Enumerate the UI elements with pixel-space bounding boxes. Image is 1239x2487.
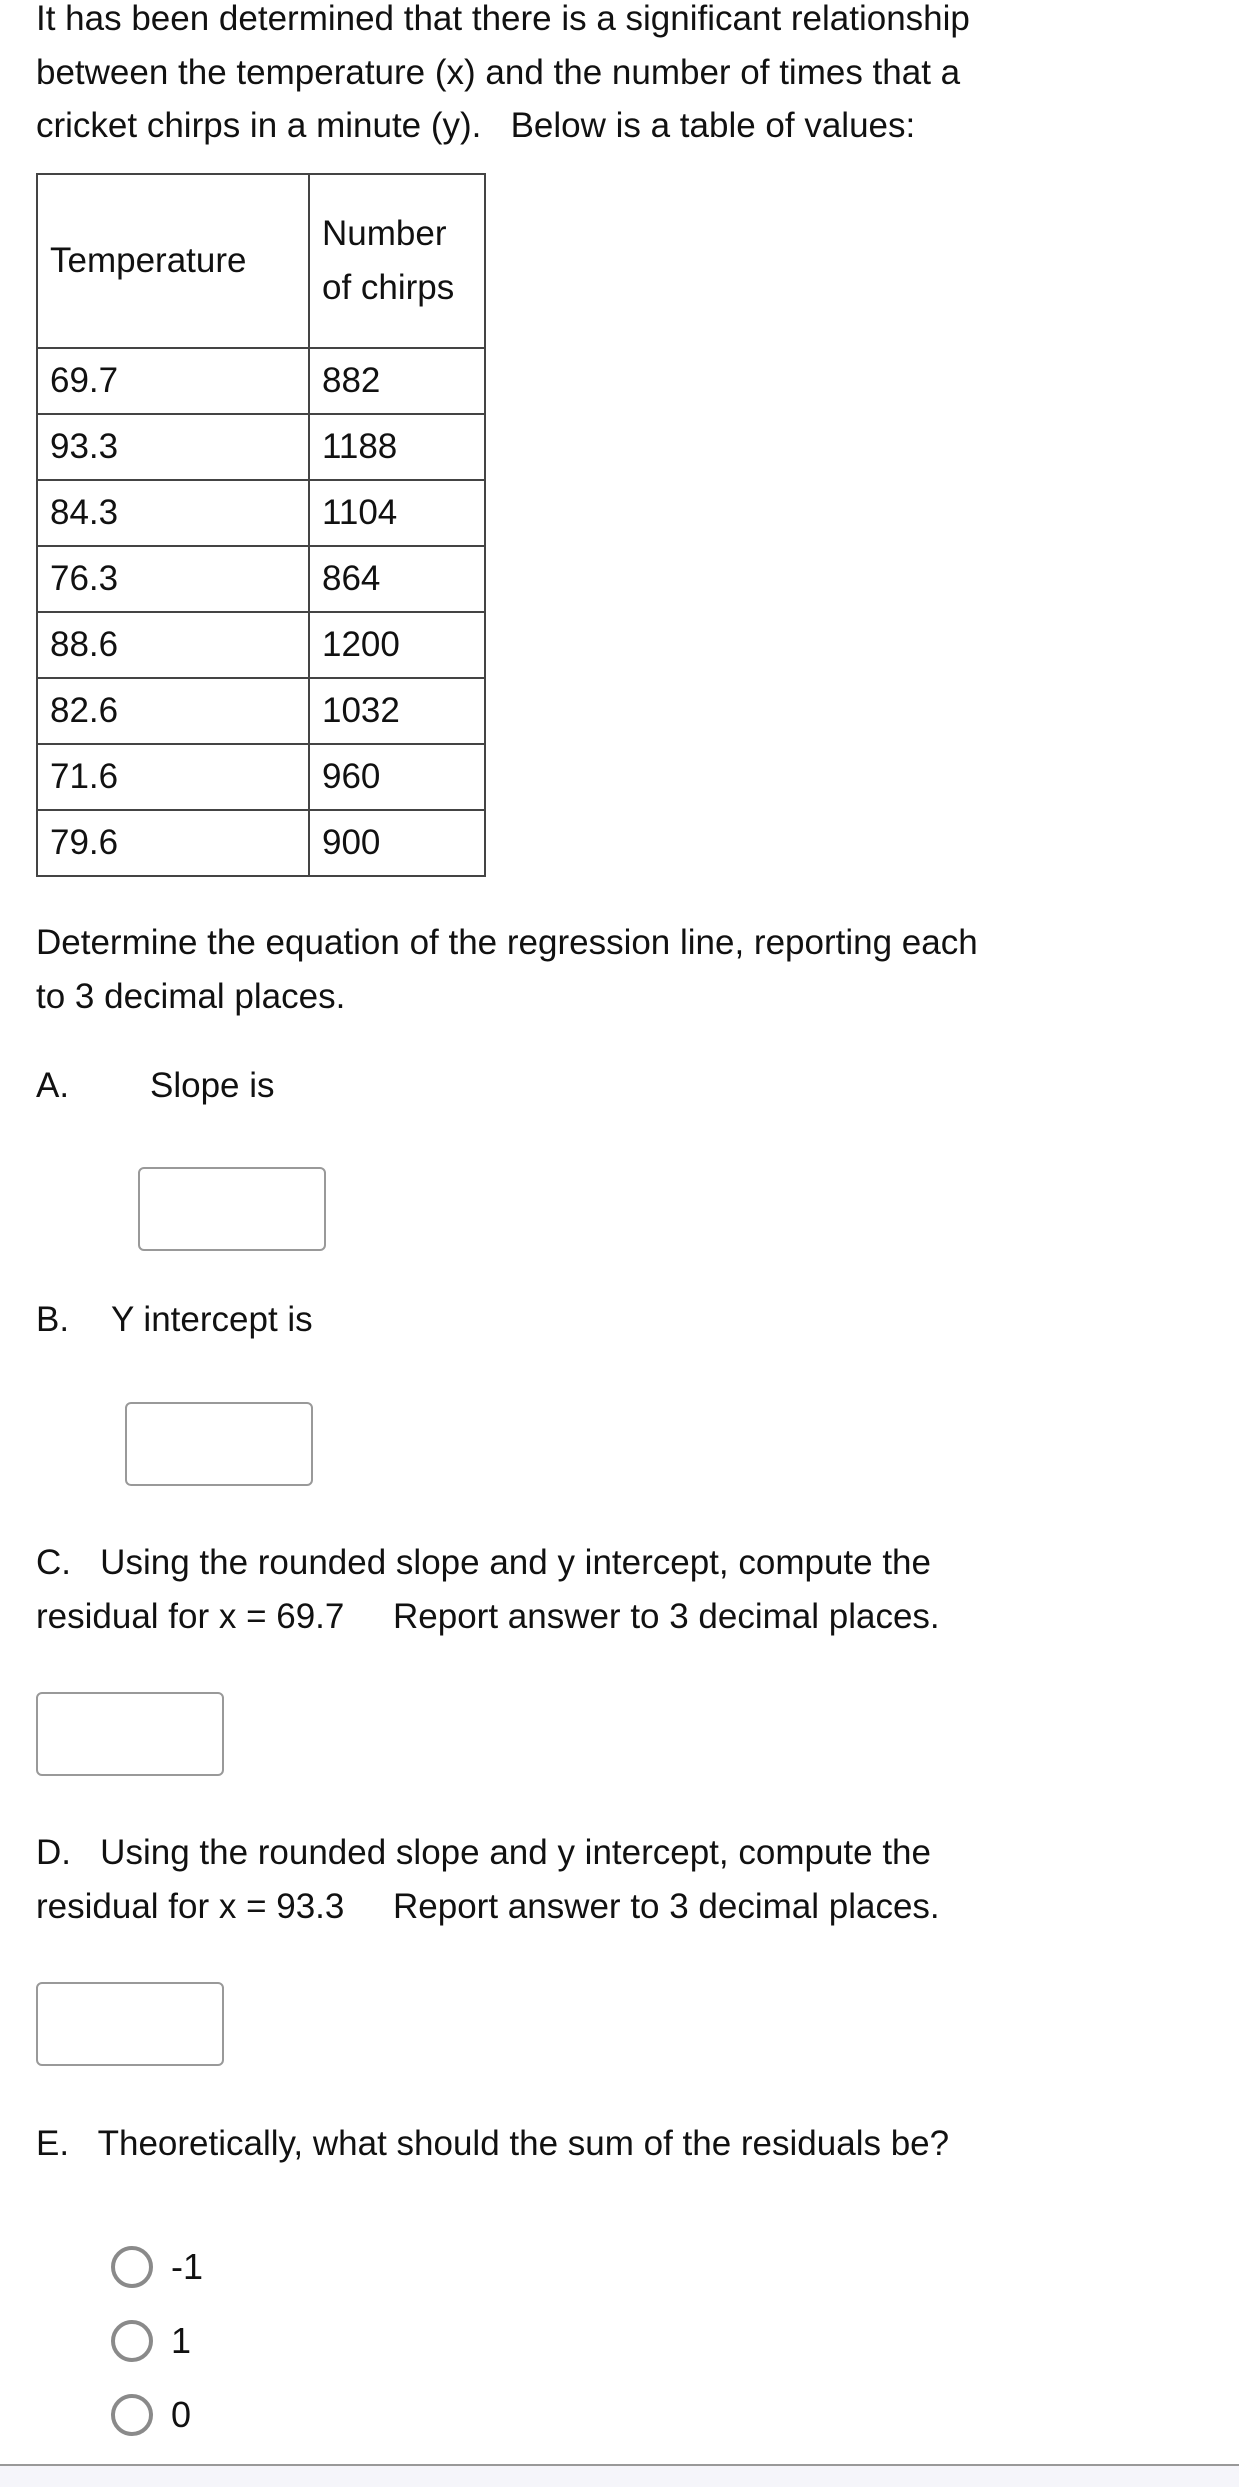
instruction-text [36, 916, 1231, 1023]
chirps-cell: 960 [309, 744, 485, 810]
header-temperature: Temperature [37, 174, 309, 348]
chirps-cell: 1032 [309, 678, 485, 744]
temperature-cell: 79.6 [37, 810, 309, 876]
table-row [37, 414, 485, 480]
table-row [37, 348, 485, 414]
intro-line: cricket chirps in a minute (y). Below is a table of values: [36, 106, 916, 145]
intro-text [36, 0, 1231, 153]
temperature-cell: 88.6 [37, 612, 309, 678]
y-intercept-input[interactable] [125, 1402, 313, 1486]
question-d-line: D. Using the rounded slope and y intercept, compute the [36, 1833, 931, 1872]
chirps-cell: 864 [309, 546, 485, 612]
chirps-cell: 882 [309, 348, 485, 414]
residual-93-3-input[interactable] [36, 1982, 224, 2066]
question-d-text [36, 1826, 1231, 1933]
table-row [37, 744, 485, 810]
header-chirps: Number of chirps [309, 174, 485, 348]
table-row [37, 480, 485, 546]
question-a-letter: A. [36, 1066, 70, 1105]
temperature-cell: 71.6 [37, 744, 309, 810]
table-header-row [37, 174, 485, 348]
radio-option-1[interactable] [111, 2320, 153, 2362]
chirps-cell: 1104 [309, 480, 485, 546]
temperature-cell: 76.3 [37, 546, 309, 612]
bottom-toolbar [0, 2464, 1239, 2487]
radio-option-neg1[interactable] [111, 2246, 153, 2288]
question-d-line: residual for x = 93.3 Report answer to 3 decimal places. [36, 1886, 940, 1926]
option-label: -1 [171, 2246, 204, 2287]
radio-option-0[interactable] [111, 2394, 153, 2436]
question-c-line: C. Using the rounded slope and y intercept, compute the [36, 1543, 931, 1582]
question-e-text: E. Theoretically, what should the sum of the residuals be? [36, 2124, 950, 2163]
temperature-cell: 69.7 [37, 348, 309, 414]
question-c-text [36, 1536, 1231, 1643]
table-row [37, 810, 485, 876]
option-label: 1 [171, 2320, 192, 2361]
question-b-label: Y intercept is [111, 1300, 313, 1339]
slope-input[interactable] [138, 1167, 326, 1251]
data-table [36, 173, 486, 877]
table-row [37, 678, 485, 744]
table-row [37, 612, 485, 678]
instruction-line: Determine the equation of the regression line, reporting each [36, 923, 978, 962]
question-c-line: residual for x = 69.7 Report answer to 3 decimal places. [36, 1596, 940, 1636]
table-row [37, 546, 485, 612]
temperature-cell: 84.3 [37, 480, 309, 546]
chirps-cell: 1188 [309, 414, 485, 480]
intro-line: between the temperature (x) and the number of times that a [36, 52, 961, 92]
temperature-cell: 82.6 [37, 678, 309, 744]
intro-line: It has been determined that there is a significant relationship [36, 0, 970, 38]
question-b-letter: B. [36, 1300, 70, 1339]
instruction-line: to 3 decimal places. [36, 976, 346, 1016]
temperature-cell: 93.3 [37, 414, 309, 480]
question-a-label: Slope is [150, 1066, 275, 1105]
residual-69-7-input[interactable] [36, 1692, 224, 1776]
chirps-cell: 900 [309, 810, 485, 876]
chirps-cell: 1200 [309, 612, 485, 678]
option-label: 0 [171, 2394, 192, 2435]
